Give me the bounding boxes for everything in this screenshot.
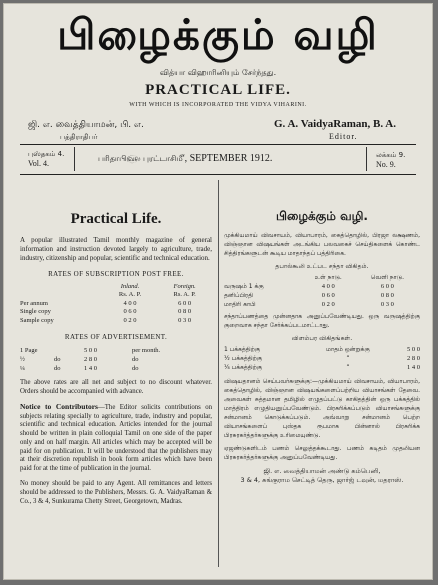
adv-period: do bbox=[132, 365, 139, 373]
table-row bbox=[20, 317, 212, 326]
tamil-heading: பிழைக்கும் வழி. bbox=[276, 209, 368, 223]
masthead-english-title: PRACTICAL LIFE. bbox=[145, 82, 291, 98]
table-row bbox=[20, 346, 212, 355]
table-row bbox=[224, 291, 420, 300]
notice-text: —The Editor solicits contributions on subjects relating specially to agriculture, trade, industry and popular, scientific and technical education. Articles intended for the journal should be written in plain colloquial Tamil on one side of the paper only and on half margin. All articles which may be accepted will be paid for on publication. It will be understood that the publishers may at their discretion republish in book form articles which have been paid for at the time of publication in the journal. bbox=[20, 403, 212, 473]
adv-period: do bbox=[132, 356, 139, 364]
issue-date: பரிதாபி௵ புரட்டாசி௴, SEPTEMBER 1912. bbox=[98, 153, 273, 164]
adv-unit bbox=[54, 346, 84, 355]
rate-foreign: 0 3 0 bbox=[178, 316, 192, 324]
tamil-adv-size: 1 பக்கத்திற்கு bbox=[224, 346, 261, 353]
issue-number bbox=[376, 150, 405, 170]
table-row bbox=[20, 300, 212, 309]
adv-rate: 5 0 0 bbox=[84, 347, 97, 355]
tamil-adv-size: ¼ பக்கத்திற்கு bbox=[224, 364, 263, 371]
units-foreign: Rs. A. P. bbox=[173, 291, 196, 299]
adv-period: per month. bbox=[132, 347, 161, 355]
strip-bottom-rule bbox=[20, 174, 416, 175]
english-intro: A popular illustrated Tamil monthly magazine of general information and instruction devoted largely to agriculture, trade, industry, citizenship and popular, scientific and technical education. bbox=[20, 236, 212, 263]
tamil-rate-inland: 0 2 0 bbox=[321, 301, 335, 308]
tamil-adv-rate: 1 4 0 bbox=[407, 364, 420, 371]
tamil-subscription-heading: தபால்கூலி உட்பட சந்தா விகிதம். bbox=[275, 263, 369, 270]
strip-divider-right bbox=[366, 147, 367, 171]
tamil-advertisement-heading: விளம்பர விகிதங்கள். bbox=[291, 335, 353, 342]
subscription-rates-table bbox=[20, 283, 212, 326]
subscription-rates-heading: RATES OF SUBSCRIPTION POST FREE. bbox=[48, 269, 184, 278]
magazine-page bbox=[3, 3, 433, 580]
issue-date-tamil: பரிதாபி௵ புரட்டாசி௴ bbox=[98, 154, 185, 163]
editor-label: Editor. bbox=[329, 132, 358, 141]
advertisement-rates-table bbox=[20, 346, 212, 373]
rate-inland: 0 6 0 bbox=[123, 308, 137, 316]
table-row bbox=[224, 354, 420, 363]
adv-size: 1 Page bbox=[20, 347, 38, 355]
tamil-adv-period: ” bbox=[346, 355, 350, 362]
rate-label: Per annum bbox=[20, 299, 48, 307]
notice-label: Notice to Contributors bbox=[20, 401, 98, 411]
masthead-incorporation-line: WITH WHICH IS INCORPORATED THE VIDYA VIHARINI. bbox=[129, 102, 307, 108]
english-heading: Practical Life. bbox=[70, 211, 162, 227]
rate-label: Single copy bbox=[20, 308, 51, 316]
volume-english: Vol. 4. bbox=[28, 159, 49, 168]
tamil-rate-foreign: 6 0 0 bbox=[380, 283, 394, 290]
tamil-rate-foreign: 0 8 0 bbox=[380, 292, 394, 299]
table-row bbox=[20, 355, 212, 364]
tamil-rate-label: தனிப்பிரதி bbox=[224, 292, 254, 299]
tamil-rate-foreign: 0 3 0 bbox=[380, 301, 394, 308]
volume-info bbox=[28, 150, 64, 168]
rate-foreign: 0 8 0 bbox=[178, 308, 192, 316]
tamil-adv-size: ½ பக்கத்திற்கு bbox=[224, 355, 263, 362]
column-divider bbox=[218, 180, 219, 567]
masthead-subtitle-tamil: வித்யா விஹாரினியும் சேர்ந்தது. bbox=[159, 68, 277, 77]
issue-number-tamil: லக்கம் 9. bbox=[376, 151, 406, 159]
table-row bbox=[224, 300, 420, 309]
rate-inland: 4 0 0 bbox=[123, 299, 137, 307]
tamil-rate-label: வருஷம் 1 க்கு bbox=[224, 283, 264, 290]
tamil-rate-inland: 4 0 0 bbox=[321, 283, 335, 290]
adv-rate: 2 8 0 bbox=[84, 356, 97, 364]
adv-unit: do bbox=[54, 365, 61, 373]
tamil-agents-note: ஏஜண்டுகளிடம் பணம் செலுத்தக்கூடாது. பணம் கடிதம் முதலியன பிரசுரகர்த்தர்களுக்கு அனுப்பவேண்டியது. bbox=[224, 445, 420, 461]
tamil-rate-label: மாதிரி காபி bbox=[224, 301, 256, 308]
rate-inland: 0 2 0 bbox=[123, 316, 137, 324]
table-row bbox=[20, 308, 212, 317]
table-row bbox=[224, 363, 420, 372]
table-row bbox=[224, 282, 420, 291]
rate-label: Sample copy bbox=[20, 316, 54, 324]
tamil-publisher-name: ஜி. எ. வைத்தியாமன் அண்டு கம்பெனி, bbox=[263, 467, 381, 475]
volume-tamil: புஸ்தகம் 4. bbox=[28, 150, 65, 158]
tamil-intro: முக்கியமாய் விவசாயம், வியாபாரம், கைத்தொழில், பிரஜா லக்ஷணம், விஞ்ஞான விஷயங்கள் அடங்கிய பலவகைச் செய்திகளைக் கொண்ட சித்திரங்களுடன் கூடிய மாதாந்தப் பத்திரிகை. bbox=[224, 232, 420, 257]
tamil-column bbox=[224, 180, 420, 569]
issue-number-english: No. 9. bbox=[376, 160, 396, 169]
editor-name: G. A. VaidyaRaman, B. A. bbox=[274, 118, 396, 130]
tamil-rate-inland: 0 6 0 bbox=[321, 292, 335, 299]
editor-name-tamil: ஜி. எ. வைத்தியாமன், பி. எ. bbox=[28, 120, 144, 130]
foreign-col-header: Foreign. bbox=[173, 282, 196, 290]
rate-foreign: 6 0 0 bbox=[178, 299, 192, 307]
notice-to-contributors bbox=[20, 403, 212, 474]
tamil-adv-rate: 5 0 0 bbox=[407, 346, 420, 353]
tamil-adv-period: ” bbox=[346, 364, 350, 371]
inland-col-header: Inland. bbox=[120, 282, 140, 290]
adv-size: ½ bbox=[20, 356, 25, 364]
editor-label-tamil: பத்திராதிபர் bbox=[60, 133, 98, 141]
english-column bbox=[20, 180, 212, 569]
adv-rate: 1 4 0 bbox=[84, 365, 97, 373]
table-row bbox=[224, 345, 420, 354]
tamil-subscription-table bbox=[224, 273, 420, 309]
advertisement-rates-heading: RATES OF ADVERTISEMENT. bbox=[64, 333, 168, 342]
table-row bbox=[20, 364, 212, 373]
strip-divider-left bbox=[74, 147, 75, 171]
tamil-contributors-note: விஷயதானம் செய்பவர்களுக்கு:—முக்கியமாய் விவசாயம், வியாபாரம், கைத்தொழில், விஞ்ஞான விஷயங்களைப்பற்றிய வியாசங்கள் தேவை. அவைகள் சுத்தமான தமிழில் எழுதப்பட்டு காகிதத்தின் ஒரு பக்கத்தில் மாத்திரம் எழுதியனுப்பவேண்டும். பிரசுரிக்கப்படும் வியாசங்களுக்கு சன்மானம் கொடுக்கப்படும். அவ்வாறு சன்மானம் பெற்ற வியாசங்களைப் புஸ்தக ரூபமாக பின்னால் பிரசுரிக்க பிரசுரகர்த்தர்களுக்கு உரிமையுண்டு. bbox=[224, 378, 420, 439]
tamil-adv-period: மாதம் ஒன்றுக்கு bbox=[326, 346, 370, 353]
adv-unit: do bbox=[54, 356, 61, 364]
masthead-title: பிழைக்கும் வழி bbox=[57, 10, 379, 59]
units-inland: Rs. A. P. bbox=[118, 291, 142, 299]
top-rule bbox=[20, 144, 416, 145]
adv-size: ¼ bbox=[20, 365, 25, 373]
tamil-foreign-header: வெளி நாடு. bbox=[370, 274, 404, 281]
tamil-inland-header: உள் நாடு. bbox=[314, 274, 342, 281]
tamil-publisher-address: 3 & 4, சுங்குராம செட்டித் தெரு, ஜார்ஜ் டவுன், மதராஸ். bbox=[240, 476, 404, 484]
tamil-subscription-note: சந்தாப்பணத்தை முன்னதாக அனுப்பவேண்டியது. ஒரு வருஷத்திற்கு குறைவாக சந்தா சேர்க்கப்படமாட்டாது. bbox=[224, 313, 420, 329]
tamil-adv-rate: 2 8 0 bbox=[407, 355, 420, 362]
agents-note: No money should be paid to any Agent. All remittances and letters should be addressed to the Publishers, Messrs. G. A. VaidyaRaman & Co., 3 & 4, Sunkurama Chetty Street, Georgetown, Madras. bbox=[20, 480, 212, 505]
tamil-advertisement-table bbox=[224, 345, 420, 372]
advertisement-note: The above rates are all net and subject to no discount whatever. Orders should be accompanied with advance. bbox=[20, 379, 212, 395]
issue-date-english: SEPTEMBER 1912. bbox=[189, 153, 273, 164]
